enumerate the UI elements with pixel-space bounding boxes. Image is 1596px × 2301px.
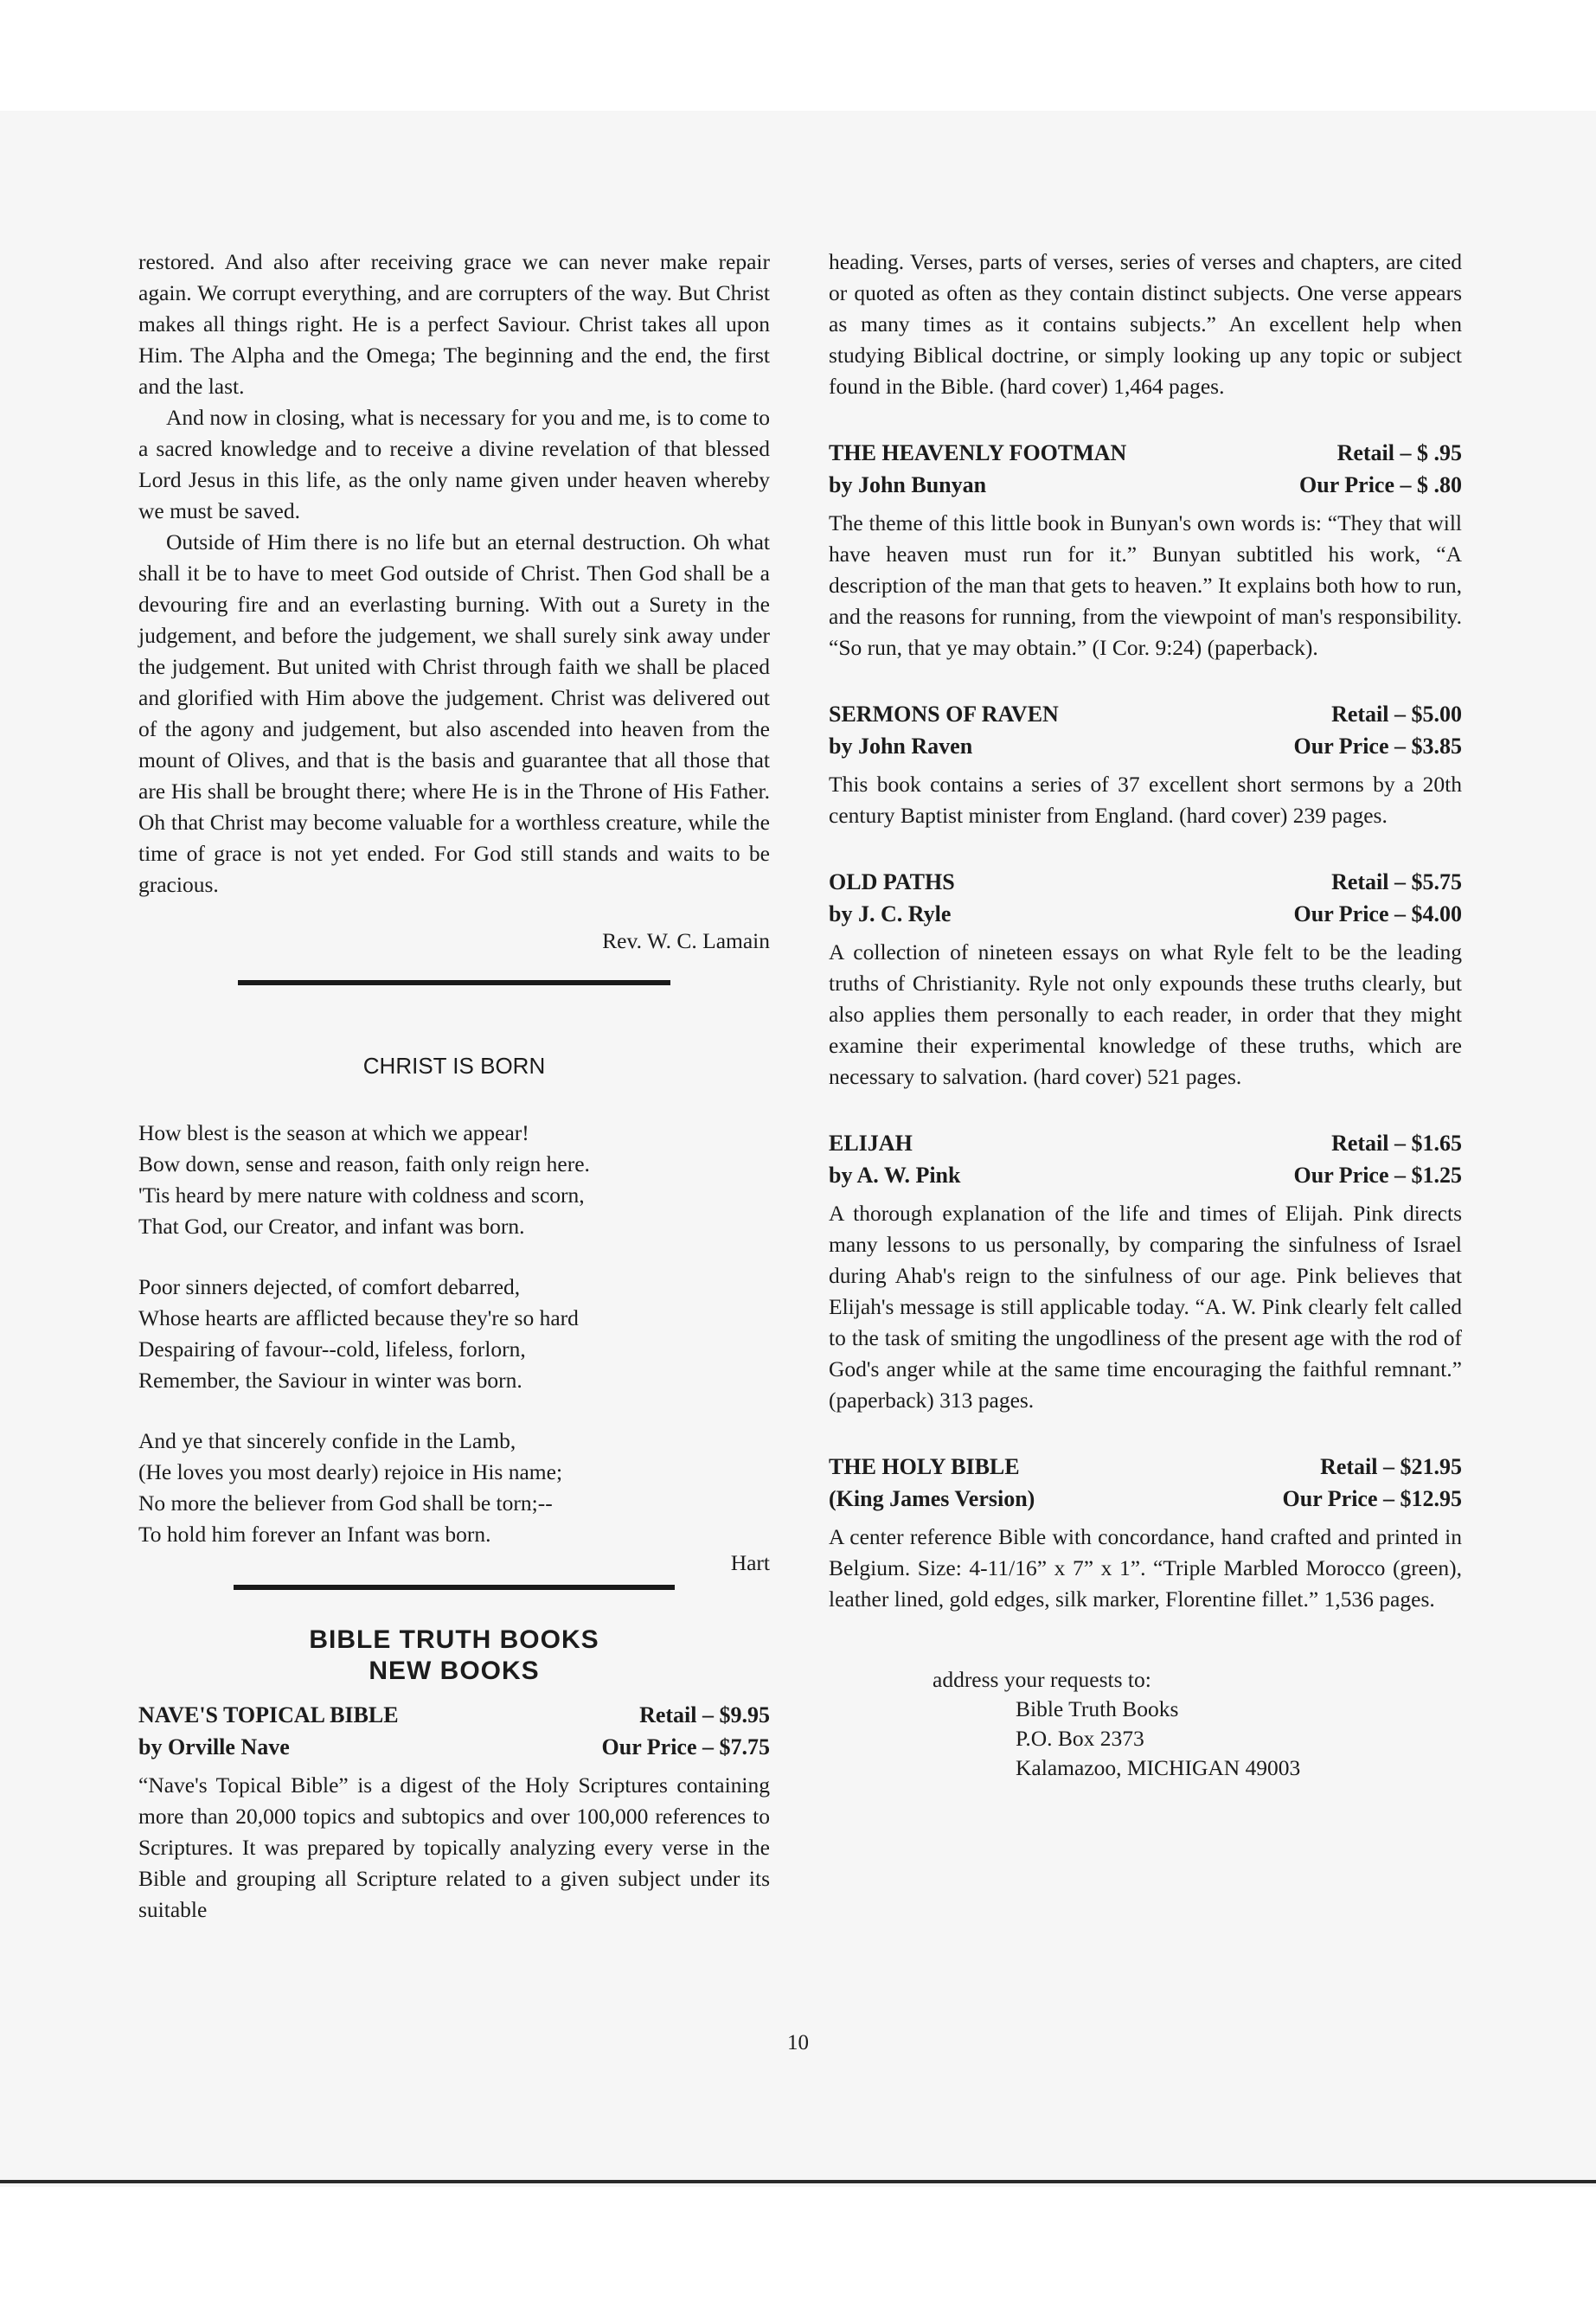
paragraph: restored. And also after receiving grace we can never make repair again. We corrupt everything, and are corrupters of the way. But Christ makes all things right. He is a perfect Saviour. Christ takes all upon Him. The Alpha and the Omega; The beginning and the end, the first and the last. bbox=[138, 249, 770, 399]
book-description: This book contains a series of 37 excellent short sermons by a 20th century Baptist minister from England. (hard cover) 239 pages. bbox=[829, 772, 1462, 828]
book-header bbox=[829, 1451, 1462, 1515]
poem-line: Remember, the Saviour in winter was born. bbox=[138, 1368, 522, 1393]
address-intro: address your requests to: bbox=[933, 1667, 1151, 1692]
poem-line: Bow down, sense and reason, faith only reign here. bbox=[138, 1151, 590, 1176]
book-title: THE HEAVENLY FOOTMAN bbox=[829, 440, 1127, 465]
book-entry bbox=[829, 1127, 1462, 1416]
book-title: OLD PATHS bbox=[829, 869, 955, 894]
book-author: by J. C. Ryle bbox=[829, 901, 952, 926]
book-title: THE HOLY BIBLE bbox=[829, 1454, 1020, 1479]
retail-price: Retail – $9.95 bbox=[639, 1702, 770, 1727]
retail-price: Retail – $5.75 bbox=[1331, 869, 1462, 894]
our-price: Our Price – $7.75 bbox=[601, 1734, 770, 1759]
continuation-text: heading. Verses, parts of verses, series of verses and chapters, are cited or quoted as often as they contain distinct subjects. One verse appears as many times as it contains subjects.” An excellent help when studying Biblical doctrine, or simply looking up any topic or subject found in the Bible. (hard cover) 1,464 pages. bbox=[829, 249, 1462, 399]
poem-line: (He loves you most dearly) rejoice in His name; bbox=[138, 1459, 563, 1484]
right-column bbox=[829, 247, 1462, 1783]
address-line: Kalamazoo, MICHIGAN 49003 bbox=[1016, 1755, 1301, 1780]
retail-price: Retail – $21.95 bbox=[1320, 1454, 1462, 1479]
our-price: Our Price – $1.25 bbox=[1293, 1163, 1462, 1188]
book-header bbox=[829, 1127, 1462, 1191]
address-line: P.O. Box 2373 bbox=[1016, 1726, 1144, 1751]
our-price: Our Price – $12.95 bbox=[1282, 1486, 1462, 1511]
book-entry bbox=[829, 866, 1462, 1093]
poem-stanza bbox=[138, 1272, 770, 1396]
book-title: ELIJAH bbox=[829, 1131, 913, 1156]
book-description: A center reference Bible with concordance, hand crafted and printed in Belgium. Size: 4-11/16” x 7” x 1”. “Triple Marbled Morocco (green), leather lined, gold edges, silk marker, Florentine fillet.” 1,536 pages. bbox=[829, 1524, 1462, 1612]
left-column bbox=[138, 247, 770, 1926]
signature: Rev. W. C. Lamain bbox=[602, 928, 770, 953]
poem-stanza bbox=[138, 1426, 770, 1550]
retail-price: Retail – $ .95 bbox=[1336, 440, 1462, 465]
address-line: Bible Truth Books bbox=[1016, 1696, 1179, 1721]
book-author: by A. W. Pink bbox=[829, 1163, 961, 1188]
poem-author: Hart bbox=[730, 1550, 770, 1575]
book-title: NAVE'S TOPICAL BIBLE bbox=[138, 1702, 399, 1727]
book-entry bbox=[829, 1451, 1462, 1615]
book-title: SERMONS OF RAVEN bbox=[829, 702, 1059, 727]
our-price: Our Price – $4.00 bbox=[1293, 901, 1462, 926]
section-subtitle: NEW BOOKS bbox=[369, 1657, 540, 1685]
book-description: A collection of nineteen essays on what Ryle felt to be the leading truths of Christianity. Ryle not only expounds these truths clearly, but also applies them personally to each reader, in order that they might examine their experimental knowledge of these truths, which are necessary to salvation. (hard cover) 521 pages. bbox=[829, 939, 1462, 1089]
poem-line: Whose hearts are afflicted because they're so hard bbox=[138, 1305, 579, 1330]
our-price: Our Price – $ .80 bbox=[1299, 472, 1462, 497]
poem-line: No more the believer from God shall be torn;-- bbox=[138, 1490, 553, 1516]
books-section-heading bbox=[138, 1625, 770, 1687]
book-entry bbox=[829, 698, 1462, 831]
book-entry bbox=[829, 437, 1462, 663]
book-description: A thorough explanation of the life and times of Elijah. Pink directs many lessons to us personally, by comparing the sinfulness of Israel during Ahab's reign to the sinfulness of our age. Pink believes that Elijah's message is still applicable today. “A. W. Pink clearly felt called to the task of smiting the ungodliness of the present age with the rod of God's anger while at the same time encouraging the faithful remnant.” (paperback) 313 pages. bbox=[829, 1201, 1462, 1413]
book-description: “Nave's Topical Bible” is a digest of the Holy Scriptures containing more than 20,000 topics and subtopics and over 100,000 references to Scriptures. It was prepared by topically analyzing every verse in the Bible and grouping all Scripture related to a given subject under its suitable bbox=[138, 1772, 770, 1922]
book-header bbox=[829, 866, 1462, 930]
poem-line: Poor sinners dejected, of comfort debarred, bbox=[138, 1274, 521, 1299]
paragraph: Outside of Him there is no life but an eternal destruction. Oh what shall it be to have to meet God outside of Christ. Then God shall be a devouring fire and an everlasting burning. With out a Surety in the judgement, and before the judgement, we shall surely sink away under the judgement. But united with Christ through faith we shall be placed and glorified with Him above the judgement. Christ was delivered out of the agony and judgement, but also ascended into heaven from the mount of Olives, and that is the basis and guarantee that all those that are His shall be brought there; where He is in the Throne of His Father. Oh that Christ may become valuable for a worthless creature, while the time of grace is not yet ended. For God still stands and waits to be gracious. bbox=[138, 529, 770, 897]
book-author: by John Bunyan bbox=[829, 472, 987, 497]
poem-line: Despairing of favour--cold, lifeless, forlorn, bbox=[138, 1336, 526, 1362]
book-author: by Orville Nave bbox=[138, 1734, 290, 1759]
book-author: by John Raven bbox=[829, 734, 973, 759]
bottom-rule bbox=[0, 2180, 1596, 2183]
poem-line: To hold him forever an Infant was born. bbox=[138, 1522, 491, 1547]
poem-line: And ye that sincerely confide in the Lamb, bbox=[138, 1428, 516, 1453]
retail-price: Retail – $5.00 bbox=[1331, 702, 1462, 727]
book-header bbox=[138, 1699, 770, 1763]
poem-title: CHRIST IS BORN bbox=[362, 1053, 546, 1079]
book-header bbox=[829, 698, 1462, 762]
book-entry bbox=[138, 1699, 770, 1926]
section-title: BIBLE TRUTH BOOKS bbox=[309, 1625, 599, 1654]
poem-stanza bbox=[138, 1118, 770, 1242]
book-author: (King James Version) bbox=[829, 1486, 1035, 1511]
poem-line: 'Tis heard by mere nature with coldness and scorn, bbox=[138, 1183, 585, 1208]
page-number: 10 bbox=[787, 2031, 809, 2054]
retail-price: Retail – $1.65 bbox=[1331, 1131, 1462, 1156]
book-header bbox=[829, 437, 1462, 501]
poem-line: That God, our Creator, and infant was born. bbox=[138, 1214, 525, 1239]
our-price: Our Price – $3.85 bbox=[1293, 734, 1462, 759]
divider-rule bbox=[234, 1585, 675, 1590]
divider-rule bbox=[238, 980, 670, 985]
paragraph: And now in closing, what is necessary for you and me, is to come to a sacred knowledge and to receive a divine revelation of that blessed Lord Jesus in this life, as the only name given under heaven whereby we must be saved. bbox=[138, 405, 770, 523]
book-description: The theme of this little book in Bunyan's own words is: “They that will have heaven must run for it.” Bunyan subtitled his work, “A description of the man that gets to heaven.” It explains both how to run, and the reasons for running, from the viewpoint of man's responsibility. “So run, that ye may obtain.” (I Cor. 9:24) (paperback). bbox=[829, 510, 1462, 660]
poem-line: How blest is the season at which we appear! bbox=[138, 1120, 529, 1145]
mailing-address bbox=[933, 1665, 1462, 1783]
